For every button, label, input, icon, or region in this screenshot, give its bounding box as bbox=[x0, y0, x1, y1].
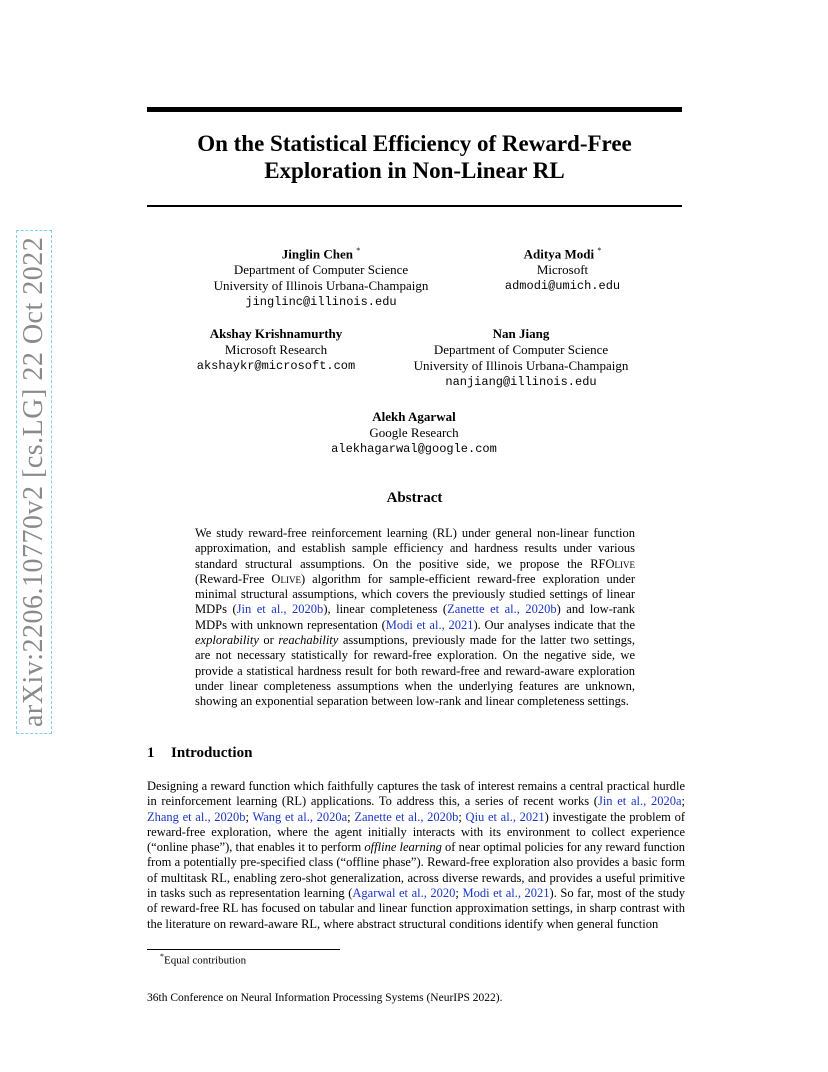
emphasis: explorability bbox=[195, 633, 259, 648]
author-affiliation: University of Illinois Urbana-Champaign bbox=[413, 358, 629, 373]
citation-link[interactable]: Modi et al., 2021 bbox=[385, 617, 474, 632]
footnote bbox=[160, 952, 246, 967]
emphasis: reachability bbox=[278, 633, 339, 648]
algorithm-name: Olive bbox=[271, 571, 301, 586]
separator: ; bbox=[245, 809, 253, 824]
abstract-heading: Abstract bbox=[386, 490, 443, 506]
footnote-text: Equal contribution bbox=[164, 954, 247, 967]
author-block bbox=[314, 409, 514, 457]
author-block bbox=[186, 326, 366, 374]
intro-text: ). So far, most of the study of reward-free RL has focused on tabular and linear function approximation settings, in sharp contrast with the literature on reward-aware RL, where abstract structural conditions identify when general function bbox=[147, 886, 685, 931]
citation-link[interactable]: Wang et al., 2020a bbox=[252, 809, 348, 824]
citation-link[interactable]: Jin et al., 2020b bbox=[236, 602, 324, 617]
citation-link[interactable]: Jin et al., 2020a bbox=[597, 794, 682, 809]
author-email: akshaykr@microsoft.com bbox=[196, 359, 356, 373]
separator: ; bbox=[458, 809, 466, 824]
intro-text: of near optimal policies for any reward function from a potentially pre-specified class (“offline phase”). Reward-free exploration also provides a basic form of multitask RL, enabling zero-shot generalization, across diverse rewards, and provides a useful primitive in tasks such as representation learning ( bbox=[147, 840, 685, 901]
author-affiliation: Microsoft Research bbox=[224, 342, 328, 357]
abstract-body bbox=[195, 526, 635, 710]
intro-paragraph bbox=[147, 779, 685, 932]
author-name: Alekh Agarwal bbox=[372, 409, 456, 424]
author-affiliation: Google Research bbox=[369, 425, 459, 440]
author-email: jinglinc@illinois.edu bbox=[245, 295, 397, 310]
abstract-text: or bbox=[258, 633, 279, 648]
title-line-2: Exploration in Non-Linear RL bbox=[264, 158, 565, 183]
title-line-1: On the Statistical Efficiency of Reward-Free bbox=[197, 131, 632, 156]
intro-text: Designing a reward function which faithfully captures the task of interest remains a central practical hurdle in reinforcement learning (RL) applications. To address this, a series of recent works ( bbox=[147, 779, 685, 809]
author-block bbox=[490, 243, 635, 294]
author-block bbox=[396, 326, 646, 390]
author-affiliation: Department of Computer Science bbox=[233, 262, 409, 278]
conference-note: 36th Conference on Neural Information Processing Systems (NeurIPS 2022). bbox=[147, 992, 503, 1004]
author-name: Jinglin Chen bbox=[281, 246, 353, 262]
footnote-rule bbox=[147, 949, 340, 950]
citation-link[interactable]: Agarwal et al., 2020 bbox=[352, 886, 456, 901]
emphasis: offline learning bbox=[364, 840, 442, 855]
equal-contrib-mark: * bbox=[597, 246, 602, 255]
abstract-text: assumptions, previously made for the latter two settings, are not necessary statistically for reward-free exploration. On the negative side, we provide a statistical hardness result for both reward-free and reward-aware exploration under linear completeness assumptions when the underlying features are unknown, showing an exponential separation between low-rank and linear completeness settings. bbox=[195, 633, 635, 709]
author-name: Nan Jiang bbox=[492, 326, 550, 341]
abstract-text: ), linear completeness ( bbox=[323, 602, 448, 617]
author-email: nanjiang@illinois.edu bbox=[445, 375, 597, 389]
separator: ; bbox=[681, 794, 685, 809]
author-email: admodi@umich.edu bbox=[504, 279, 621, 294]
author-affiliation: Microsoft bbox=[536, 262, 589, 278]
abstract-text: ) and low-rank MDPs with unknown representation ( bbox=[195, 602, 635, 632]
algorithm-name: RFOlive bbox=[590, 556, 635, 571]
abstract-text: ) algorithm for sample-efficient reward-free exploration under minimal structural assumptions, which covers the previously studied settings of linear MDPs ( bbox=[195, 571, 635, 617]
author-name: Aditya Modi bbox=[523, 246, 595, 262]
equal-contrib-mark: * bbox=[356, 246, 361, 255]
arxiv-stamp[interactable]: arXiv:2206.10770v2 [cs.LG] 22 Oct 2022 bbox=[16, 230, 52, 734]
footnote-mark: * bbox=[160, 952, 164, 961]
title-rule-bottom bbox=[147, 205, 682, 207]
abstract-text: We study reward-free reinforcement learning (RL) under general non-linear function approximation, and establish sample efficiency and hardness results under various standard structural assumptions. On the positive side, we propose the bbox=[195, 526, 635, 571]
paper-title bbox=[147, 130, 682, 184]
separator: ; bbox=[347, 809, 355, 824]
author-affiliation: Department of Computer Science bbox=[433, 342, 609, 357]
author-email: alekhagarwal@google.com bbox=[331, 442, 497, 456]
separator: ; bbox=[455, 886, 463, 901]
section-number: 1 bbox=[147, 745, 155, 761]
section-title: Introduction bbox=[171, 745, 253, 761]
citation-link[interactable]: Zanette et al., 2020b bbox=[447, 602, 557, 617]
citation-link[interactable]: Zanette et al., 2020b bbox=[354, 809, 459, 824]
abstract-text: ). Our analyses indicate that the bbox=[473, 617, 635, 632]
section-heading bbox=[147, 745, 252, 762]
title-rule-top bbox=[147, 107, 682, 112]
author-affiliation: University of Illinois Urbana-Champaign bbox=[213, 278, 429, 294]
citation-link[interactable]: Modi et al., 2021 bbox=[462, 886, 550, 901]
abstract-text: (Reward-Free bbox=[195, 571, 272, 586]
citation-link[interactable]: Qiu et al., 2021 bbox=[465, 809, 545, 824]
intro-text: ) investigate the problem of reward-free exploration, where the agent initially interacts with its environment to collect experience (“online phase”), that enables it to perform bbox=[147, 809, 685, 855]
author-block bbox=[196, 243, 446, 310]
author-name: Akshay Krishnamurthy bbox=[209, 326, 343, 341]
citation-link[interactable]: Zhang et al., 2020b bbox=[147, 809, 246, 824]
